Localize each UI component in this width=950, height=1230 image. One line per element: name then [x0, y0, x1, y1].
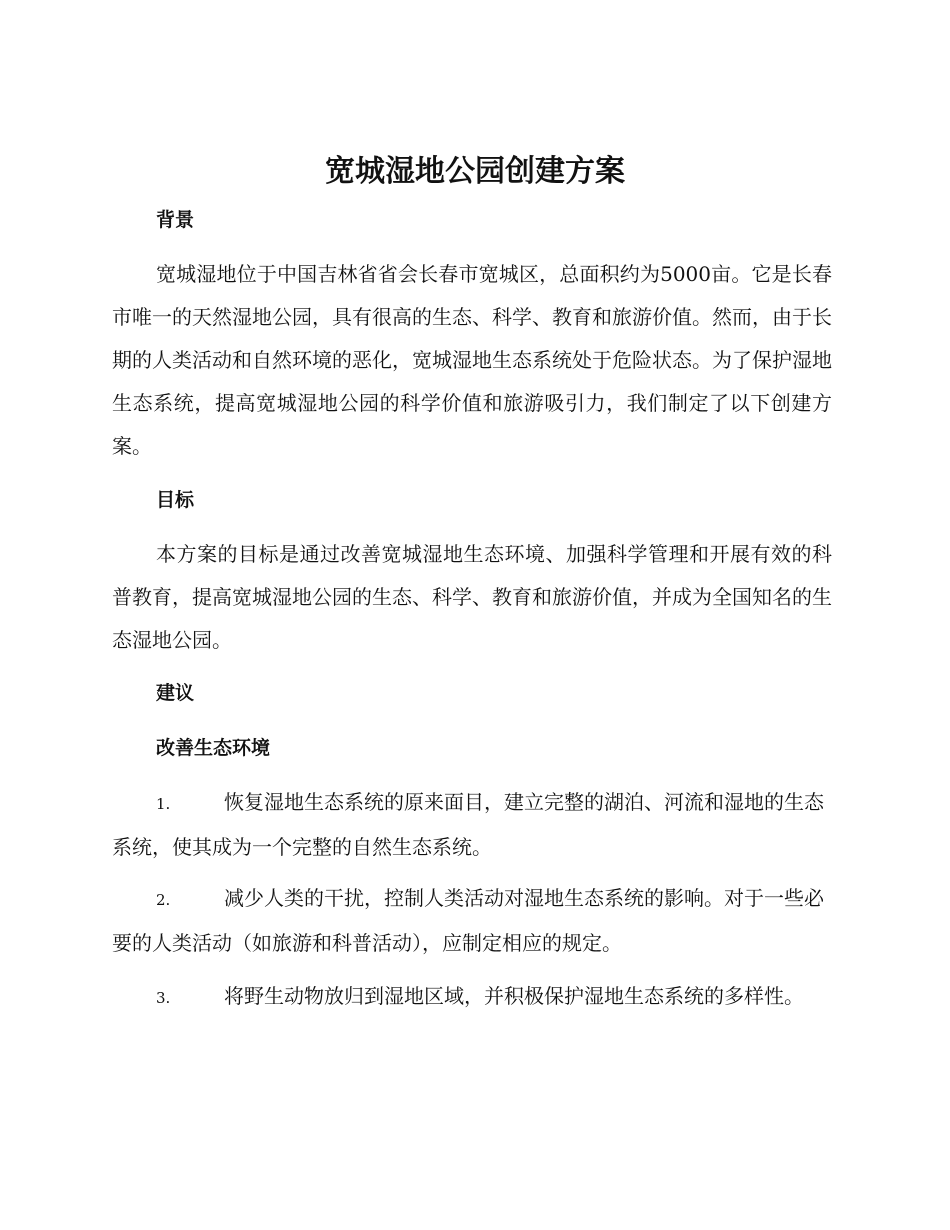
- background-paragraph: 宽城湿地位于中国吉林省省会长春市宽城区，总面积约为5000亩。它是长春市唯一的天然湿地公园，具有很高的生态、科学、教育和旅游价值。然而，由于长期的人类活动和自然环境的恶化，宽城湿地生态系统处于危险状态。为了保护湿地生态系统，提高宽城湿地公园的科学价值和旅游吸引力，我们制定了以下创建方案。: [112, 262, 832, 458]
- list-item-number: 3.: [156, 989, 171, 1007]
- section-heading-goal: 目标: [156, 489, 195, 511]
- list-item: [112, 975, 832, 1020]
- document-title: 宽城湿地公园创建方案: [325, 154, 625, 189]
- subheading-improve-ecology: 改善生态环境: [156, 737, 271, 759]
- section-heading-background: 背景: [156, 209, 195, 231]
- section-heading-suggestion: 建议: [156, 682, 195, 704]
- list-item-number: 1.: [156, 795, 171, 813]
- goal-paragraph: 本方案的目标是通过改善宽城湿地生态环境、加强科学管理和开展有效的科普教育，提高宽城湿地公园的生态、科学、教育和旅游价值，并成为全国知名的生态湿地公园。: [112, 542, 832, 652]
- list-item-text: 恢复湿地生态系统的原来面目，建立完整的湖泊、河流和湿地的生态系统，使其成为一个完整的自然生态系统。: [112, 790, 824, 859]
- list-item: [112, 877, 832, 965]
- list-item-text: 减少人类的干扰，控制人类活动对湿地生态系统的影响。对于一些必要的人类活动（如旅游和科普活动），应制定相应的规定。: [112, 886, 824, 955]
- list-item-text: 将野生动物放归到湿地区域，并积极保护湿地生态系统的多样性。: [224, 984, 804, 1008]
- list-item-number: 2.: [156, 891, 171, 909]
- list-item: [112, 781, 832, 869]
